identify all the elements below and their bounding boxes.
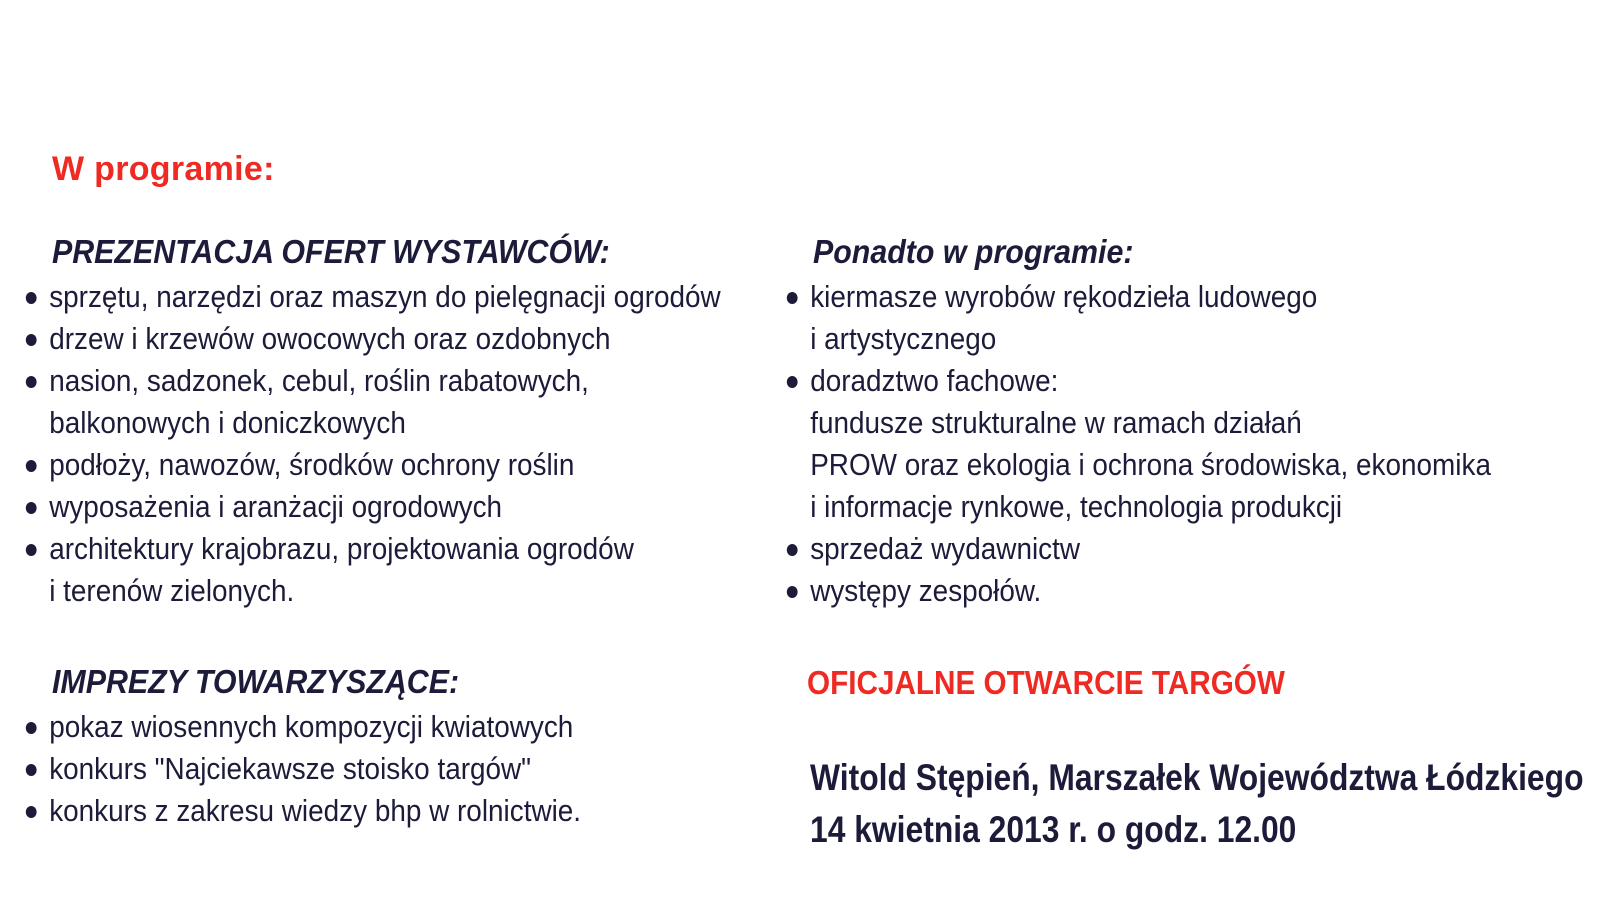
bullet-icon bbox=[787, 586, 798, 598]
list-item-text: sprzętu, narzędzi oraz maszyn do pielęgnacji ogrodów bbox=[49, 279, 721, 314]
additional-program-title: Ponadto w programie: bbox=[813, 233, 1134, 270]
list-item-text: PROW oraz ekologia i ochrona środowiska, ekonomika bbox=[810, 447, 1491, 482]
list-item-text: fundusze strukturalne w ramach działań bbox=[810, 405, 1302, 440]
list-item-text: wyposażenia i aranżacji ogrodowych bbox=[49, 489, 503, 524]
list-item bbox=[24, 528, 735, 612]
list-item-text: konkurs "Najciekawsze stoisko targów" bbox=[49, 751, 532, 786]
section-spacer bbox=[24, 612, 814, 660]
list-item bbox=[24, 276, 735, 318]
exhibitors-list bbox=[24, 276, 814, 612]
bullet-icon bbox=[26, 334, 37, 346]
list-item bbox=[24, 790, 735, 832]
bullet-icon bbox=[26, 722, 37, 734]
bullet-icon bbox=[26, 764, 37, 776]
list-item bbox=[24, 444, 735, 486]
bullet-icon bbox=[26, 376, 37, 388]
list-item bbox=[785, 528, 1505, 570]
list-item-text: i terenów zielonych. bbox=[49, 573, 295, 608]
list-item bbox=[24, 360, 735, 444]
list-item-text: sprzedaż wydawnictw bbox=[810, 531, 1081, 566]
list-item bbox=[785, 360, 1505, 528]
list-item-text: podłoży, nawozów, środków ochrony roślin bbox=[49, 447, 575, 482]
official-opening-title: OFICJALNE OTWARCIE TARGÓW bbox=[807, 664, 1285, 701]
list-item-text: balkonowych i doniczkowych bbox=[49, 405, 406, 440]
opening-details bbox=[810, 752, 1584, 856]
program-heading: W programie: bbox=[52, 150, 275, 188]
left-column bbox=[24, 230, 814, 832]
list-item bbox=[785, 570, 1505, 612]
opening-date: 14 kwietnia 2013 r. o godz. 12.00 bbox=[810, 809, 1297, 850]
list-item bbox=[785, 276, 1505, 360]
bullet-icon bbox=[26, 292, 37, 304]
list-item bbox=[24, 748, 735, 790]
list-item-text: i artystycznego bbox=[810, 321, 997, 356]
additional-program-list bbox=[810, 276, 1613, 612]
bullet-icon bbox=[787, 376, 798, 388]
list-item-text: kiermasze wyrobów rękodzieła ludowego bbox=[810, 279, 1318, 314]
right-column bbox=[810, 230, 1613, 612]
list-item bbox=[24, 706, 735, 748]
events-section-title: IMPREZY TOWARZYSZĄCE: bbox=[52, 663, 460, 700]
bullet-icon bbox=[26, 544, 37, 556]
bullet-icon bbox=[787, 292, 798, 304]
list-item-text: nasion, sadzonek, cebul, roślin rabatowych, bbox=[49, 363, 589, 398]
list-item-text: pokaz wiosennych kompozycji kwiatowych bbox=[49, 709, 574, 744]
list-item-text: konkurs z zakresu wiedzy bhp w rolnictwie. bbox=[49, 793, 582, 828]
list-item-text: drzew i krzewów owocowych oraz ozdobnych bbox=[49, 321, 611, 356]
list-item-text: doradztwo fachowe: bbox=[810, 363, 1059, 398]
list-item-text: architektury krajobrazu, projektowania ogrodów bbox=[49, 531, 634, 566]
opening-person: Witold Stępień, Marszałek Województwa Łódzkiego bbox=[810, 757, 1584, 798]
list-item-text: i informacje rynkowe, technologia produkcji bbox=[810, 489, 1343, 524]
bullet-icon bbox=[26, 806, 37, 818]
bullet-icon bbox=[787, 544, 798, 556]
bullet-icon bbox=[26, 502, 37, 514]
list-item-text: występy zespołów. bbox=[810, 573, 1042, 608]
list-item bbox=[24, 318, 735, 360]
bullet-icon bbox=[26, 460, 37, 472]
exhibitors-section-title: PREZENTACJA OFERT WYSTAWCÓW: bbox=[52, 233, 610, 270]
list-item bbox=[24, 486, 735, 528]
events-list bbox=[24, 706, 814, 832]
